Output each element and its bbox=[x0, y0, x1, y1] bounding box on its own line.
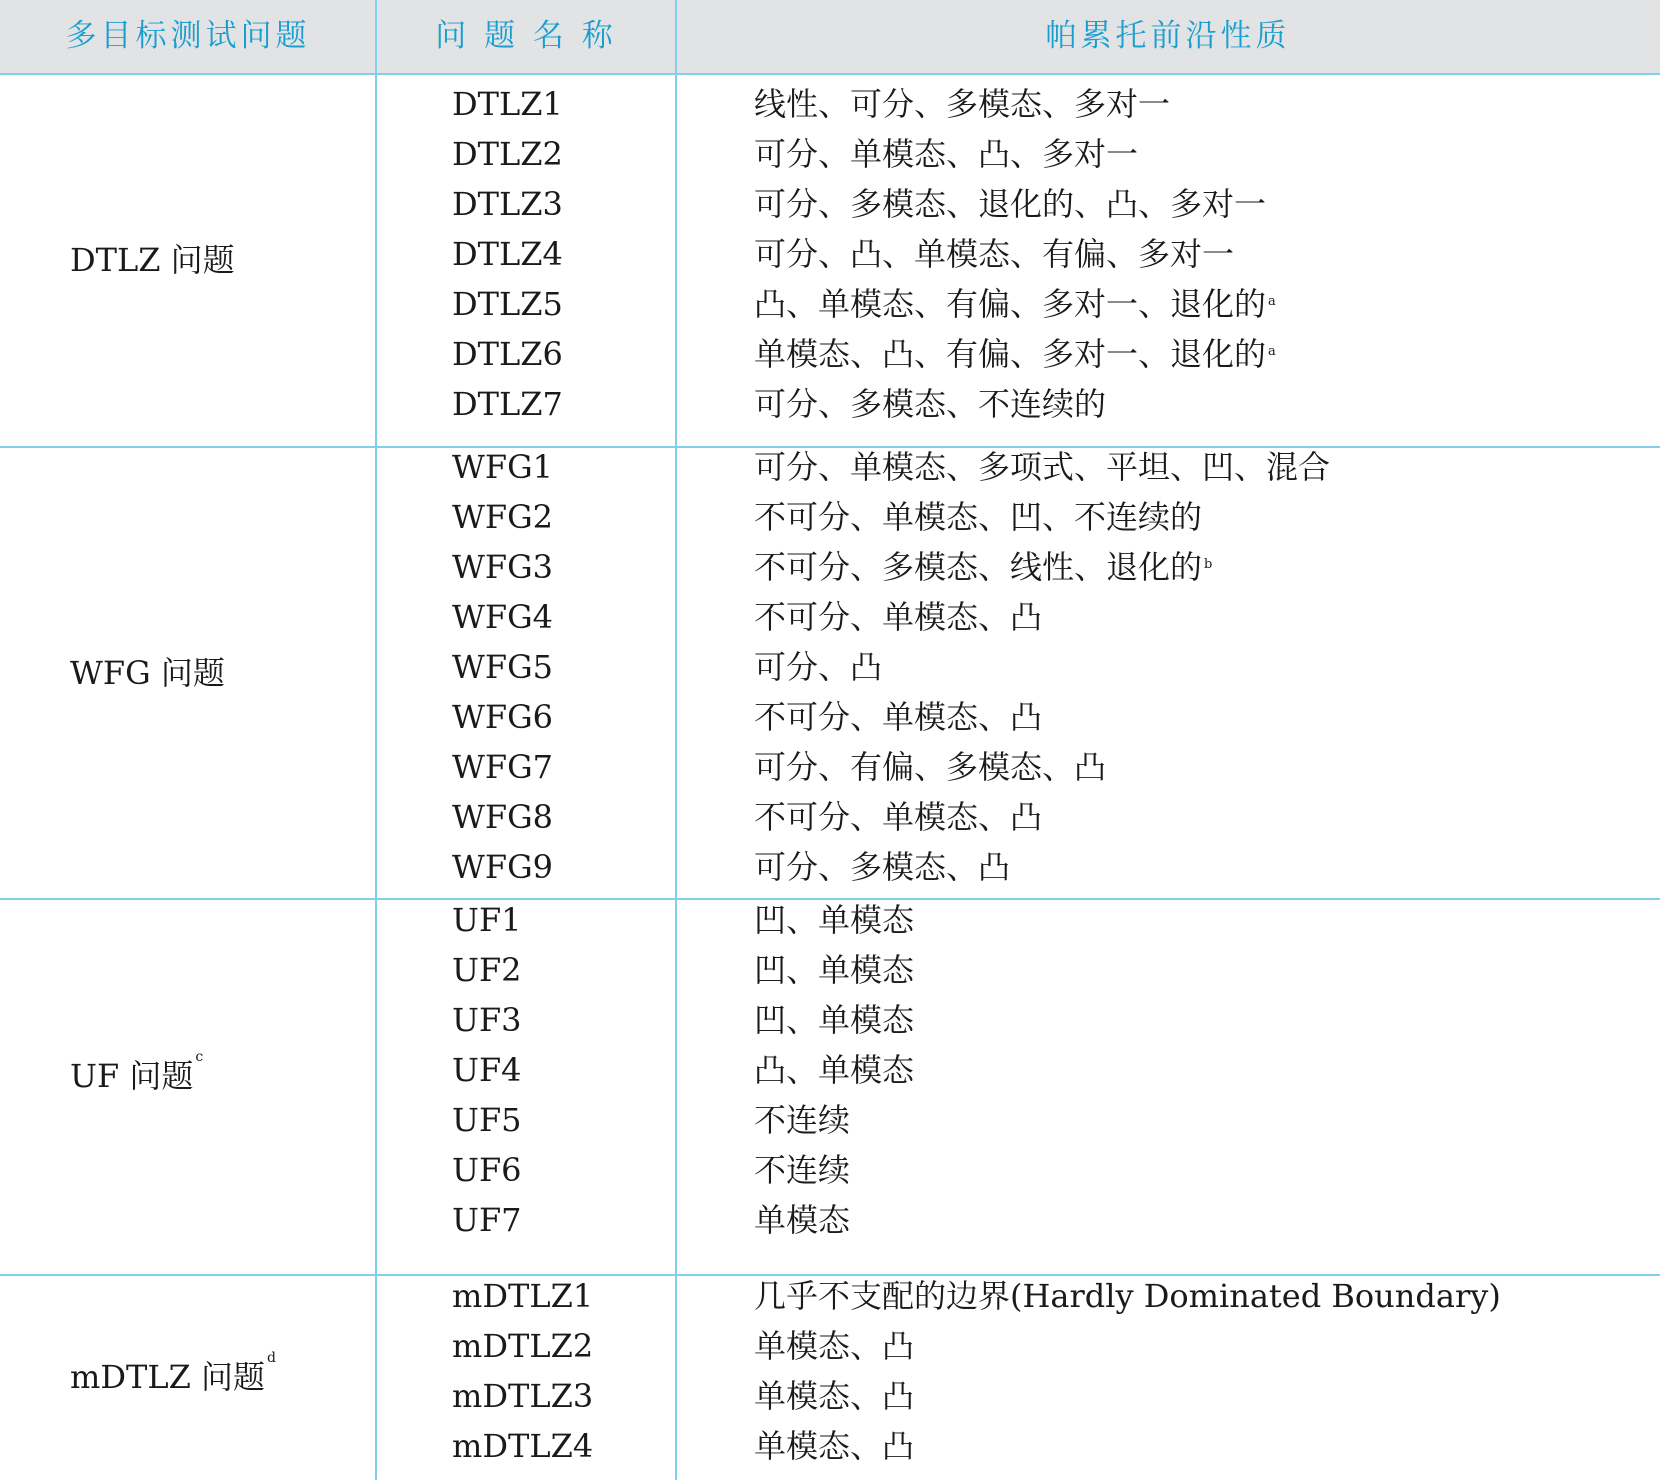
front-properties-text: 单模态、凸、有偏、多对一、退化的 bbox=[754, 335, 1267, 373]
front-properties bbox=[754, 384, 1106, 424]
problem-name: UF3 bbox=[452, 1001, 522, 1039]
table-header bbox=[0, 0, 1660, 75]
front-properties bbox=[754, 1326, 914, 1366]
problem-name: DTLZ3 bbox=[452, 185, 563, 223]
front-properties bbox=[754, 447, 1330, 487]
front-properties-text: 不连续 bbox=[754, 1151, 851, 1189]
front-properties-text: 可分、有偏、多模态、凸 bbox=[754, 748, 1107, 786]
problem-name: mDTLZ4 bbox=[452, 1427, 594, 1465]
problem-name: mDTLZ1 bbox=[452, 1277, 594, 1315]
problem-name: DTLZ4 bbox=[452, 235, 563, 273]
group-label-text: UF 问题 bbox=[70, 1057, 194, 1095]
problem-name: DTLZ6 bbox=[452, 335, 563, 373]
front-properties-text: 凹、单模态 bbox=[754, 1001, 915, 1039]
front-properties bbox=[754, 797, 1042, 837]
front-properties-text: 可分、多模态、凸 bbox=[754, 848, 1011, 886]
front-properties-text: 凹、单模态 bbox=[754, 951, 915, 989]
group-label bbox=[70, 235, 235, 281]
front-properties-text: 不可分、单模态、凹、不连续的 bbox=[754, 498, 1203, 536]
front-properties bbox=[754, 647, 882, 687]
problem-name: WFG7 bbox=[452, 748, 554, 786]
front-properties-text: 不可分、单模态、凸 bbox=[754, 798, 1043, 836]
front-properties bbox=[754, 697, 1042, 737]
front-properties bbox=[754, 1376, 914, 1416]
problem-name: WFG2 bbox=[452, 498, 554, 536]
problem-name: UF4 bbox=[452, 1051, 522, 1089]
front-properties bbox=[754, 234, 1234, 274]
front-properties-text: 凸、单模态、有偏、多对一、退化的 bbox=[754, 285, 1267, 323]
group-label-text: mDTLZ 问题 bbox=[70, 1358, 266, 1396]
problem-name: DTLZ2 bbox=[452, 135, 563, 173]
problem-name: WFG4 bbox=[452, 598, 554, 636]
front-properties-text: 线性、可分、多模态、多对一 bbox=[754, 85, 1171, 123]
footnote-marker: d bbox=[267, 1350, 276, 1366]
front-properties bbox=[754, 84, 1170, 124]
front-properties bbox=[754, 184, 1266, 224]
header-test-problem: 多目标测试问题 bbox=[65, 18, 311, 54]
front-properties bbox=[754, 1200, 850, 1240]
column-divider bbox=[675, 0, 677, 1480]
front-properties bbox=[754, 334, 1276, 374]
footnote-marker: a bbox=[1268, 344, 1276, 359]
front-properties-text: 不可分、单模态、凸 bbox=[754, 598, 1043, 636]
footnote-marker: b bbox=[1204, 557, 1213, 572]
front-properties-text: 单模态、凸 bbox=[754, 1377, 915, 1415]
front-properties-text: 可分、多模态、不连续的 bbox=[754, 385, 1107, 423]
front-properties-text: 不可分、多模态、线性、退化的 bbox=[754, 548, 1203, 586]
front-properties bbox=[754, 1000, 914, 1040]
front-properties bbox=[754, 950, 914, 990]
problem-name: DTLZ5 bbox=[452, 285, 563, 323]
front-properties-text: 可分、单模态、凸、多对一 bbox=[754, 135, 1139, 173]
footnote-marker: c bbox=[195, 1049, 204, 1065]
problem-name: mDTLZ2 bbox=[452, 1327, 594, 1365]
footnote-marker: a bbox=[1268, 294, 1276, 309]
problem-name: DTLZ7 bbox=[452, 385, 563, 423]
problem-name: WFG6 bbox=[452, 698, 554, 736]
front-properties-text: 可分、凸 bbox=[754, 648, 883, 686]
front-properties-text: 不连续 bbox=[754, 1101, 851, 1139]
front-properties bbox=[754, 1276, 1501, 1316]
problem-name: WFG5 bbox=[452, 648, 554, 686]
front-properties-text: 单模态、凸 bbox=[754, 1427, 915, 1465]
front-properties bbox=[754, 134, 1138, 174]
front-properties-text: 凸、单模态 bbox=[754, 1051, 915, 1089]
front-properties bbox=[754, 547, 1212, 587]
front-properties-text: 单模态、凸 bbox=[754, 1327, 915, 1365]
header-problem-name: 问 题 名 称 bbox=[435, 18, 617, 54]
front-properties bbox=[754, 1050, 914, 1090]
front-properties-text: 单模态 bbox=[754, 1201, 851, 1239]
group-label-text: DTLZ 问题 bbox=[70, 241, 235, 279]
problem-name: DTLZ1 bbox=[452, 85, 563, 123]
front-properties-text: 可分、单模态、多项式、平坦、凹、混合 bbox=[754, 448, 1331, 486]
problem-name: mDTLZ3 bbox=[452, 1377, 594, 1415]
front-properties-text: 可分、多模态、退化的、凸、多对一 bbox=[754, 185, 1267, 223]
front-properties bbox=[754, 597, 1042, 637]
group-label bbox=[70, 1352, 276, 1398]
column-divider bbox=[375, 0, 377, 1480]
problem-name: UF7 bbox=[452, 1201, 522, 1239]
front-properties-text: 凹、单模态 bbox=[754, 901, 915, 939]
front-properties-text: 可分、凸、单模态、有偏、多对一 bbox=[754, 235, 1235, 273]
problem-name: UF6 bbox=[452, 1151, 522, 1189]
problem-name: WFG3 bbox=[452, 548, 554, 586]
group-label bbox=[70, 648, 225, 694]
front-properties bbox=[754, 1426, 914, 1466]
problem-name: WFG9 bbox=[452, 848, 554, 886]
group-label bbox=[70, 1051, 203, 1097]
front-properties bbox=[754, 284, 1276, 324]
problem-name: WFG8 bbox=[452, 798, 554, 836]
problem-name: UF2 bbox=[452, 951, 522, 989]
front-properties-text: 不可分、单模态、凸 bbox=[754, 698, 1043, 736]
problem-name: WFG1 bbox=[452, 448, 554, 486]
header-pareto-front-properties: 帕累托前沿性质 bbox=[1045, 18, 1291, 54]
front-properties-text: 几乎不支配的边界(Hardly Dominated Boundary) bbox=[754, 1277, 1501, 1315]
problem-name: UF5 bbox=[452, 1101, 522, 1139]
front-properties bbox=[754, 747, 1106, 787]
front-properties bbox=[754, 900, 914, 940]
front-properties bbox=[754, 1150, 850, 1190]
group-label-text: WFG 问题 bbox=[70, 654, 225, 692]
front-properties bbox=[754, 497, 1202, 537]
problem-name: UF1 bbox=[452, 901, 522, 939]
front-properties bbox=[754, 1100, 850, 1140]
front-properties bbox=[754, 847, 1010, 887]
